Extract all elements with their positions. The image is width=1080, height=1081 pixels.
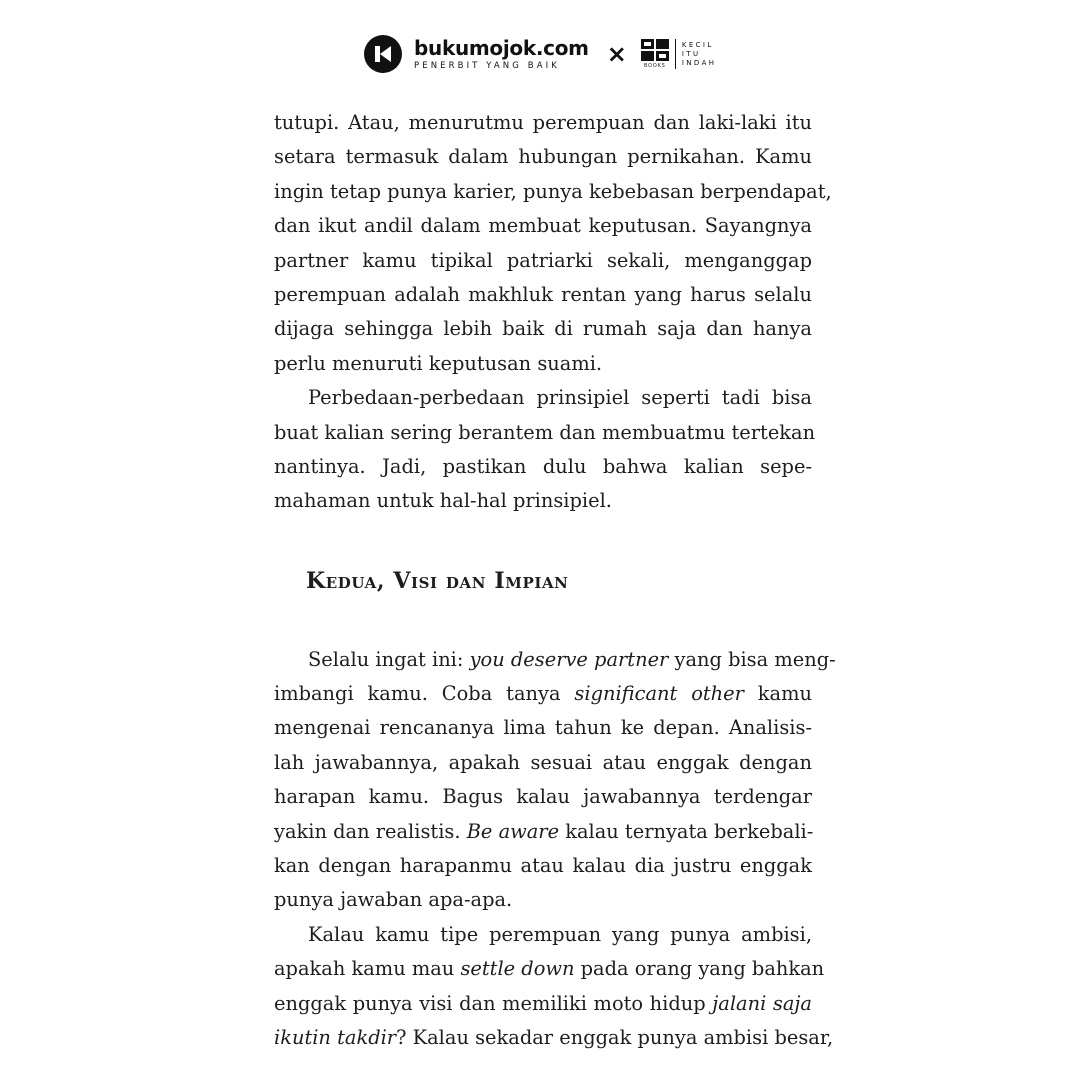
text-line: kan dengan harapanmu atau kalau dia justru enggak — [274, 854, 812, 878]
text-run: Selalu ingat ini: — [308, 647, 470, 671]
text-line: dan ikut andil dalam membuat keputusan. Sayangnya — [274, 214, 812, 238]
italic-run: Be aware — [466, 819, 560, 843]
partner-word-1: KECIL — [681, 40, 714, 49]
text-line: Perbedaan-perbedaan prinsipiel seperti tadi bisa — [308, 386, 812, 410]
text-run: yakin dan realistis. — [274, 819, 467, 843]
text-line — [274, 952, 825, 986]
text-line: nantinya. Jadi, pastikan dulu bahwa kalian sepe- — [274, 454, 812, 478]
italic-run: ikutin takdir — [274, 1025, 397, 1049]
text-line — [274, 677, 812, 711]
text-line: perlu menuruti keputusan suami. — [274, 351, 603, 375]
text-line: perempuan adalah makhluk rentan yang harus selalu — [274, 282, 812, 306]
text-line — [274, 987, 812, 1021]
book-page-text — [274, 106, 836, 1055]
text-run: enggak punya visi dan memiliki moto hidup — [274, 991, 713, 1015]
text-line — [274, 1021, 834, 1055]
italic-run: jalani saja — [712, 991, 812, 1015]
paragraph-2 — [274, 381, 816, 519]
text-line: lah jawabannya, apakah sesuai atau enggak dengan — [274, 750, 812, 774]
text-line: mengenai rencananya lima tahun ke depan. Analisis- — [274, 716, 812, 740]
text-line: mahaman untuk hal-hal prinsipiel. — [274, 489, 612, 513]
kecil-itu-indah-books-logo — [641, 39, 669, 69]
publisher-wordmark — [414, 35, 589, 71]
text-line — [274, 815, 812, 849]
partner-wordmark — [682, 41, 717, 68]
partner-word-2: ITU — [681, 49, 701, 58]
text-line: Kalau kamu tipe perempuan yang punya ambisi, — [308, 922, 812, 946]
paragraph-4 — [274, 918, 834, 1056]
text-line: ingin tetap punya karier, punya kebebasan berpendapat, — [274, 179, 832, 203]
partner-divider — [675, 39, 676, 69]
books-label: BOOKS — [643, 63, 666, 69]
bukumojok-logo-icon — [364, 35, 402, 73]
text-line: harapan kamu. Bagus kalau jawabannya terdengar — [274, 785, 812, 809]
text-line — [274, 643, 836, 677]
text-line: dijaga sehingga lebih baik di rumah saja dan hanya — [274, 317, 812, 341]
italic-run: significant other — [574, 682, 744, 706]
text-line: buat kalian sering berantem dan membuatmu tertekan — [274, 420, 816, 444]
section-heading: Kedua, Visi dan Impian — [306, 567, 569, 594]
italic-run: you deserve partner — [469, 647, 669, 671]
text-run: pada orang yang bahkan — [574, 957, 825, 981]
publisher-name: bukumojok.com — [414, 35, 589, 60]
text-line: partner kamu tipikal patriarki sekali, menganggap — [274, 248, 812, 272]
brand-header — [364, 32, 716, 76]
text-line: punya jawaban apa-apa. — [274, 888, 513, 912]
collab-x-mark: × — [606, 40, 627, 68]
text-run: kamu — [743, 682, 812, 706]
text-run: apakah kamu mau — [274, 957, 461, 981]
bukumojok-mark-icon — [372, 43, 394, 65]
text-run: kalau ternyata berkebali- — [559, 819, 814, 843]
paragraph-1 — [274, 106, 832, 381]
text-run: yang bisa meng- — [668, 647, 836, 671]
italic-run: settle down — [460, 957, 575, 981]
paragraph-3 — [274, 643, 836, 918]
text-line: tutupi. Atau, menurutmu perempuan dan laki-laki itu — [274, 111, 812, 134]
partner-word-3: INDAH — [681, 58, 717, 67]
text-run: ? Kalau sekadar enggak punya ambisi besar, — [396, 1025, 834, 1049]
books-block-icon — [641, 39, 669, 61]
text-run: imbangi kamu. Coba tanya — [274, 682, 575, 706]
text-line: setara termasuk dalam hubungan pernikahan. Kamu — [274, 145, 812, 169]
publisher-tagline: PENERBIT YANG BAIK — [414, 60, 560, 71]
